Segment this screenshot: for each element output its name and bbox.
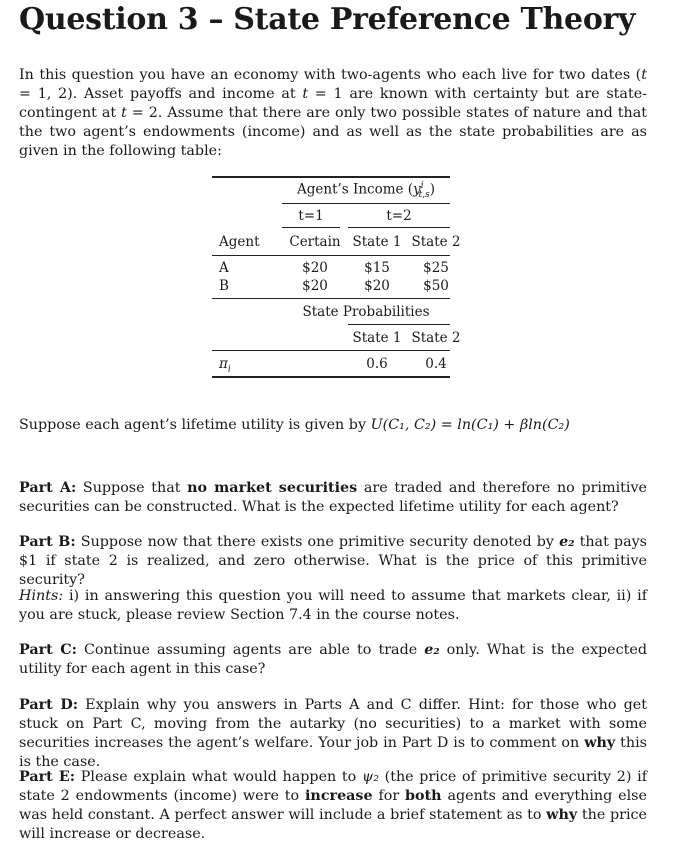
question-title: Question 3 – State Preference Theory: [19, 2, 636, 37]
t2-label: t=2: [386, 208, 412, 224]
col-header-agent: Agent: [219, 234, 260, 250]
hints: Hints: i) in answering this question you will need to assume that markets clear, ii) if you are stuck, please review Section 7.4 in the course notes.: [19, 588, 647, 623]
row-a-agent: A: [219, 260, 229, 276]
col-header-certain: Certain: [289, 234, 341, 250]
row-a-state2: $25: [423, 260, 449, 276]
prob-state2-value: 0.4: [425, 356, 447, 372]
row-b-state2: $50: [423, 278, 449, 294]
intro-text: In this question you have an economy with two-agents who each live for two dates (: [19, 67, 642, 83]
prob-header: State Probabilities: [302, 304, 430, 320]
part-a: Part A: Suppose that no market securities are traded and therefore no primitive securities can be constructed. What is the expected lifetime utility for each agent?: [19, 480, 647, 515]
row-a-certain: $20: [302, 260, 328, 276]
income-probability-table: [212, 176, 461, 378]
part-c-label: Part C:: [19, 642, 77, 658]
utility-formula: U(C₁, C₂) = ln(C₁) + βln(C₂): [370, 417, 570, 433]
prob-state1-value: 0.6: [366, 356, 388, 372]
income-header-rule: [282, 203, 450, 204]
col-header-state1: State 1: [352, 234, 402, 250]
prob-subheader-rule: [212, 350, 450, 351]
table-top-rule: [212, 176, 450, 178]
t2-rule: [348, 227, 450, 228]
math-t: t: [641, 67, 647, 83]
part-a-label: Part A:: [19, 480, 77, 496]
part-b-label: Part B:: [19, 534, 76, 550]
prob-state1-label: State 1: [352, 330, 402, 346]
part-d: Part D: Explain why you answers in Parts A and C differ. Hint: for those who get stuck on Part C, moving from the autarky (no securities) to a market with some securities increases the agent’s welfare. Your job in Part D is to comment on why this is the case.: [19, 697, 647, 770]
e2-symbol: e₂: [424, 642, 440, 658]
row-a-state1: $15: [364, 260, 390, 276]
row-b-agent: B: [219, 278, 229, 294]
income-header: Agent’s Income $(y^i_{t,s})$: [297, 181, 435, 201]
part-e: Part E: Please explain what would happen to ψ₂ (the price of primitive security 2) if state 2 endowments (income) were to increase for both agents and everything else was held constant. A perfect answer will include a brief statement as to why the price will increase or decrease.: [19, 769, 648, 842]
t1-rule: [282, 227, 340, 228]
header-body-rule: [212, 255, 450, 256]
t1-label: t=1: [298, 208, 324, 224]
psi2-symbol: ψ₂: [361, 769, 379, 785]
body-prob-rule: [212, 298, 450, 299]
prob-state2-label: State 2: [411, 330, 461, 346]
part-c: Part C: Continue assuming agents are able to trade e₂ only. What is the expected utility for each agent in this case?: [19, 642, 647, 677]
utility-statement: Suppose each agent’s lifetime utility is given by U(C₁, C₂) = ln(C₁) + βln(C₂): [19, 417, 570, 433]
row-b-certain: $20: [302, 278, 328, 294]
part-e-label: Part E:: [19, 769, 76, 785]
math-t: t: [121, 105, 127, 121]
intro-text: = 1, 2). Asset payoffs and income at: [19, 86, 303, 102]
hints-label: Hints:: [19, 588, 64, 604]
table-bottom-rule: [212, 376, 450, 378]
col-header-state2: State 2: [411, 234, 461, 250]
prob-header-rule: [348, 324, 450, 325]
e2-symbol: e₂: [559, 534, 575, 550]
part-d-label: Part D:: [19, 697, 79, 713]
row-b-state1: $20: [364, 278, 390, 294]
pi-symbol: $\pi_i$: [219, 356, 231, 375]
part-b: Part B: Suppose now that there exists one primitive security denoted by e₂ that pays $1 if state 2 is realized, and zero otherwise. What is the price of this primitive security?: [19, 534, 648, 588]
intro-paragraph: [19, 66, 647, 161]
math-t: t: [302, 86, 309, 102]
intro-text: = 2. Assume that there are only two possible states of nature and that the two agent’s endowments (income) and as well as the state probabilities are as given in the following table:: [19, 105, 647, 159]
intro-text: = 1 are known with certainty but are state-contingent at: [19, 86, 647, 121]
